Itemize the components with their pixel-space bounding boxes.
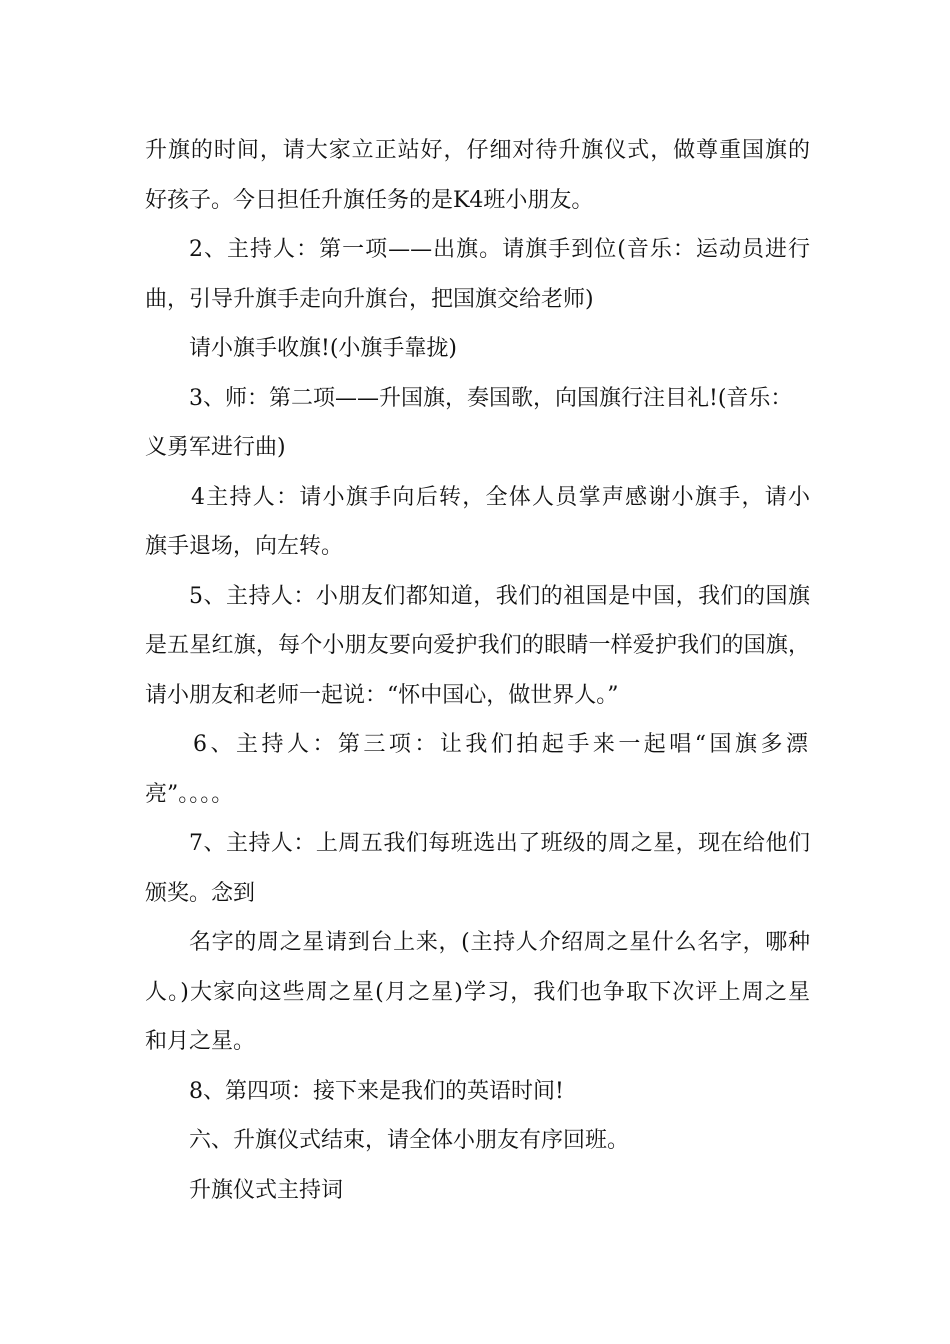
paragraph-line: 请小朋友和老师一起说：“怀中国心，做世界人。”	[145, 682, 619, 708]
paragraph-line: 请小旗手收旗!(小旗手靠拢)	[189, 336, 458, 361]
document-body	[145, 126, 810, 1215]
paragraph-line: 颁奖。念到	[145, 880, 256, 906]
paragraph-line: 旗手退场，向左转。	[145, 534, 344, 559]
paragraph-line: 义勇军进行曲)	[145, 435, 286, 460]
paragraph-line: 3、师：第二项——升国旗，奏国歌，向国旗行注目礼!(音乐：	[189, 385, 793, 411]
paragraph-line: 升旗的时间，请大家立正站好，仔细对待升旗仪式，做尊重国旗的	[145, 138, 810, 163]
paragraph-line: 名字的周之星请到台上来，(主持人介绍周之星什么名字，哪种	[189, 930, 810, 955]
paragraph-line: 6、主持人：第三项：让我们拍起手来一起唱“国旗多漂	[193, 732, 810, 757]
paragraph-line: 5、主持人：小朋友们都知道，我们的祖国是中国，我们的国旗	[189, 583, 810, 609]
paragraph-line: 8、第四项：接下来是我们的英语时间!	[189, 1078, 564, 1104]
paragraph-line: 亮”。。。。	[145, 781, 234, 807]
paragraph-line: 2、主持人：第一项——出旗。请旗手到位(音乐：运动员进行	[189, 237, 810, 262]
section-title: 升旗仪式主持词	[189, 1177, 344, 1203]
paragraph-line: 和月之星。	[145, 1029, 256, 1054]
paragraph-line: 是五星红旗，每个小朋友要向爱护我们的眼睛一样爱护我们的国旗，	[145, 633, 810, 658]
paragraph-line: 曲，引导升旗手走向升旗台，把国旗交给老师)	[145, 286, 594, 312]
paragraph-line: 4主持人：请小旗手向后转，全体人员掌声感谢小旗手，请小	[191, 484, 810, 510]
paragraph-line: 人。)大家向这些周之星(月之星)学习，我们也争取下次评上周之星	[145, 979, 810, 1005]
paragraph-line: 7、主持人：上周五我们每班选出了班级的周之星，现在给他们	[189, 831, 810, 856]
paragraph-line: 好孩子。今日担任升旗任务的是K4班小朋友。	[145, 187, 594, 213]
paragraph-line: 六、升旗仪式结束，请全体小朋友有序回班。	[189, 1128, 630, 1153]
